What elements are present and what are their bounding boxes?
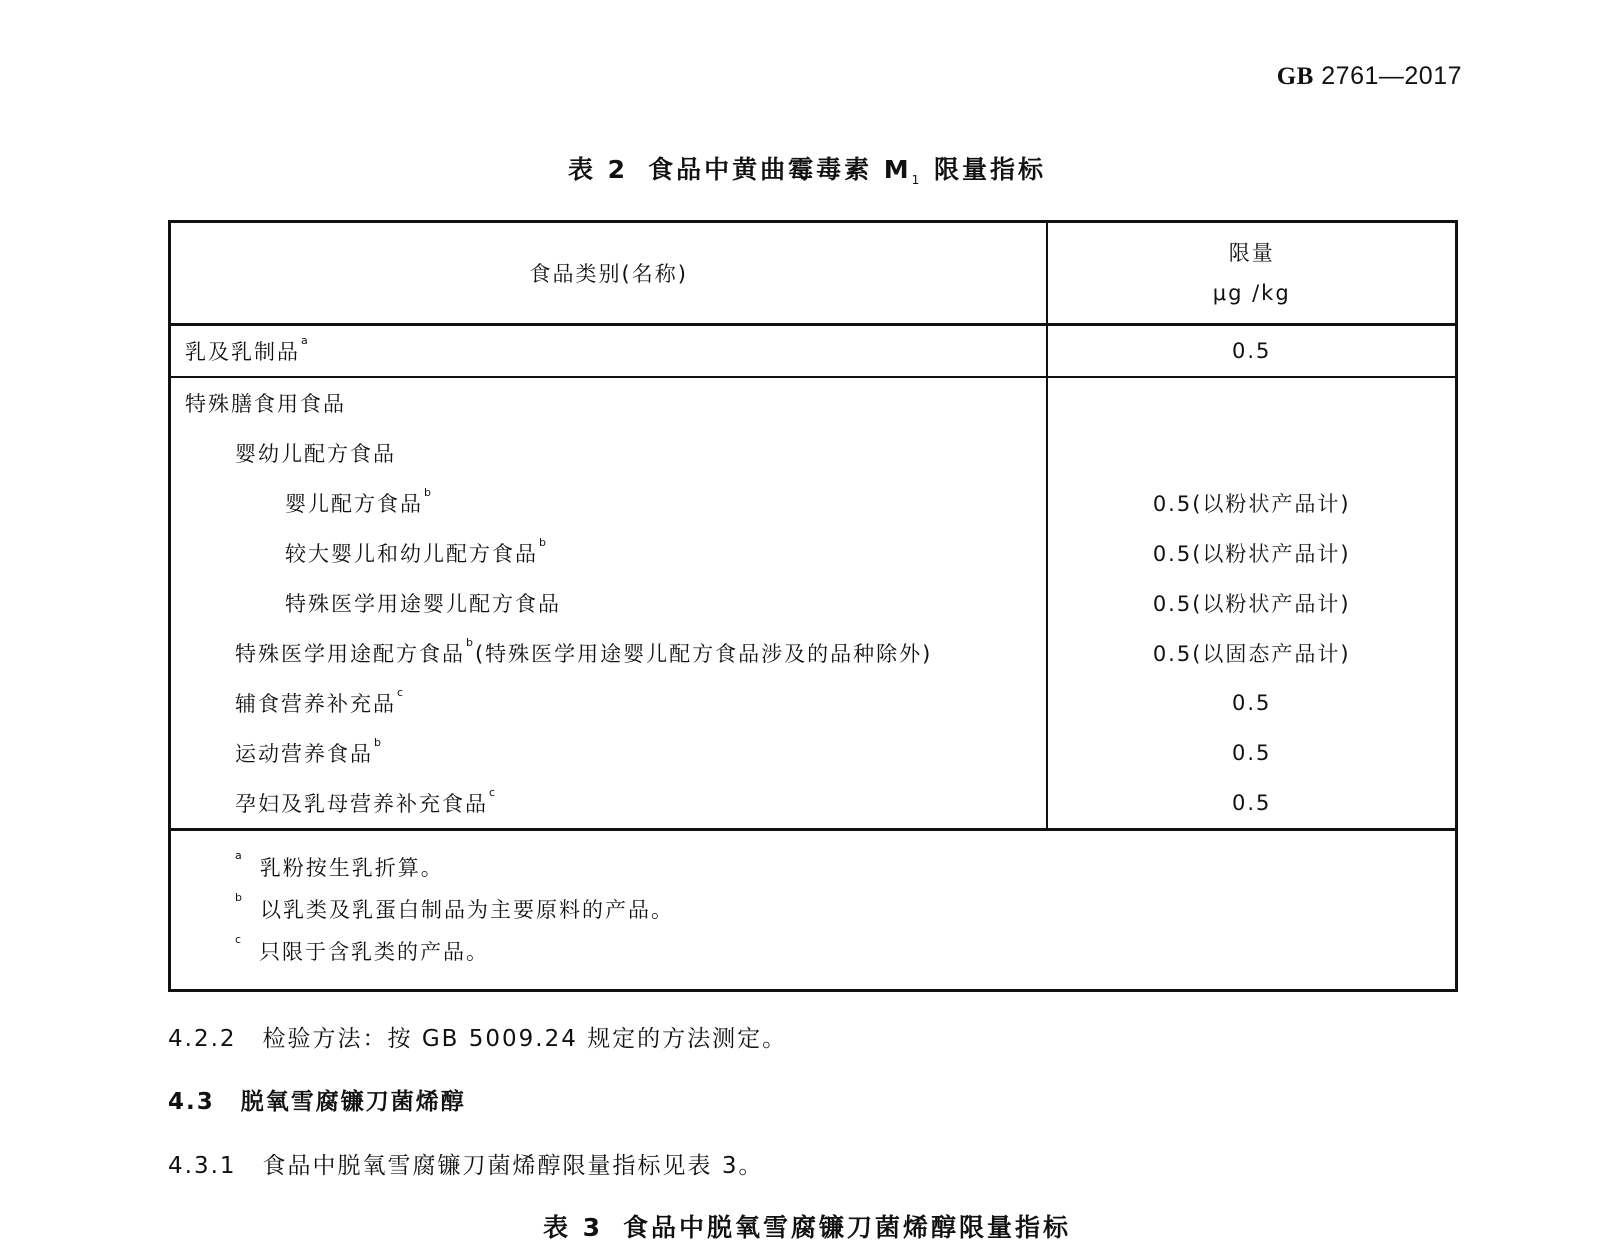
table-row — [170, 528, 1457, 578]
standard-prefix: GB — [1276, 63, 1314, 90]
footnote-marker: b — [466, 636, 475, 649]
food-category-name: 运动营养食品 — [235, 742, 373, 766]
limit-value: 0.5 — [1232, 741, 1272, 765]
section-title: 脱氧雪腐镰刀菌烯醇 — [240, 1089, 466, 1115]
food-category-cell — [170, 628, 1048, 678]
clause-text: 检验方法：按 GB 5009.24 规定的方法测定。 — [262, 1026, 788, 1052]
food-category-name: 辅食营养补充品 — [235, 692, 396, 716]
food-category-cell — [170, 578, 1048, 628]
food-category-name: 特殊医学用途配方食品 — [235, 642, 465, 666]
footnote-text: 只限于含乳类的产品。 — [259, 940, 490, 964]
table-row — [170, 628, 1457, 678]
section-4-3-heading — [168, 1083, 466, 1116]
standard-number: 2761—2017 — [1321, 62, 1462, 90]
footnote-label: b — [235, 891, 244, 904]
table-row — [170, 325, 1457, 378]
standard-code — [1277, 62, 1462, 91]
food-category-name: 婴幼儿配方食品 — [235, 442, 396, 466]
food-category-name: 孕妇及乳母营养补充食品 — [235, 792, 488, 816]
limit-value: 0.5(以粉状产品计) — [1152, 542, 1351, 566]
table-2-number: 表 2 — [567, 155, 629, 184]
food-category-cell — [170, 528, 1048, 578]
table-row — [170, 778, 1457, 830]
column-header-limit — [1047, 222, 1456, 325]
footnote — [235, 889, 1455, 931]
clause-number: 4.2.2 — [168, 1026, 237, 1052]
table-2-title-subscript: 1 — [911, 173, 923, 187]
aflatoxin-m1-limit-table — [168, 220, 1458, 992]
footnote-marker: c — [397, 686, 406, 699]
table-row — [170, 578, 1457, 628]
food-category-name: 较大婴儿和幼儿配方食品 — [285, 542, 538, 566]
food-category-note: (特殊医学用途婴儿配方食品涉及的品种除外) — [474, 642, 933, 666]
table-2-title-text: 食品中黄曲霉毒素 M — [648, 155, 912, 184]
limit-label: 限量 — [1228, 241, 1275, 265]
footnote — [235, 931, 1455, 973]
footnote-label: a — [235, 849, 244, 862]
clause-4-3-1 — [168, 1147, 763, 1180]
food-category-cell — [170, 377, 1048, 428]
table-3-title-text: 食品中脱氧雪腐镰刀菌烯醇限量指标 — [623, 1213, 1072, 1242]
limit-value: 0.5(以粉状产品计) — [1152, 592, 1351, 616]
limit-value — [1047, 428, 1456, 478]
footnote-marker: c — [489, 786, 498, 799]
footnote-marker: b — [424, 486, 433, 499]
column-header-food-category: 食品类别(名称) — [170, 222, 1048, 325]
table-header-row — [170, 222, 1457, 325]
food-category-name: 特殊膳食用食品 — [185, 392, 346, 416]
table-footnotes-row — [170, 830, 1457, 991]
limit-value: 0.5 — [1232, 691, 1272, 715]
table-row — [170, 428, 1457, 478]
footnote-marker: a — [301, 334, 310, 347]
table-row — [170, 728, 1457, 778]
clause-number: 4.3.1 — [168, 1153, 237, 1179]
food-category-name: 乳及乳制品 — [185, 340, 300, 364]
limit-value: 0.5 — [1047, 778, 1456, 830]
footnote-marker: b — [539, 536, 548, 549]
limit-unit: μg /kg — [1212, 281, 1291, 305]
food-category-name: 婴儿配方食品 — [285, 492, 423, 516]
clause-text: 食品中脱氧雪腐镰刀菌烯醇限量指标见表 3。 — [262, 1153, 764, 1179]
food-category-cell — [170, 778, 1048, 830]
food-category-cell — [170, 325, 1048, 378]
table-3-number: 表 3 — [542, 1213, 604, 1242]
limit-value — [1047, 377, 1456, 428]
table-footnotes — [170, 830, 1457, 991]
table-row — [170, 678, 1457, 728]
food-category-cell — [170, 428, 1048, 478]
section-number: 4.3 — [168, 1089, 215, 1115]
table-2-title-tail: 限量指标 — [922, 155, 1047, 184]
table-row — [170, 478, 1457, 528]
table-2-title — [0, 150, 1614, 187]
food-category-cell — [170, 728, 1048, 778]
footnote-label: c — [235, 933, 244, 946]
limit-value: 0.5(以固态产品计) — [1152, 642, 1351, 666]
footnote — [235, 847, 1455, 889]
footnote-marker: b — [374, 736, 383, 749]
clause-4-2-2 — [168, 1020, 787, 1053]
limit-value: 0.5(以粉状产品计) — [1152, 492, 1351, 516]
table-3-title — [0, 1208, 1614, 1244]
table-row — [170, 377, 1457, 428]
footnote-text: 乳粉按生乳折算。 — [259, 856, 444, 880]
food-category-name: 特殊医学用途婴儿配方食品 — [285, 592, 561, 616]
footnote-text: 以乳类及乳蛋白制品为主要原料的产品。 — [259, 898, 674, 922]
food-category-cell — [170, 678, 1048, 728]
limit-value: 0.5 — [1047, 325, 1456, 378]
food-category-cell — [170, 478, 1048, 528]
